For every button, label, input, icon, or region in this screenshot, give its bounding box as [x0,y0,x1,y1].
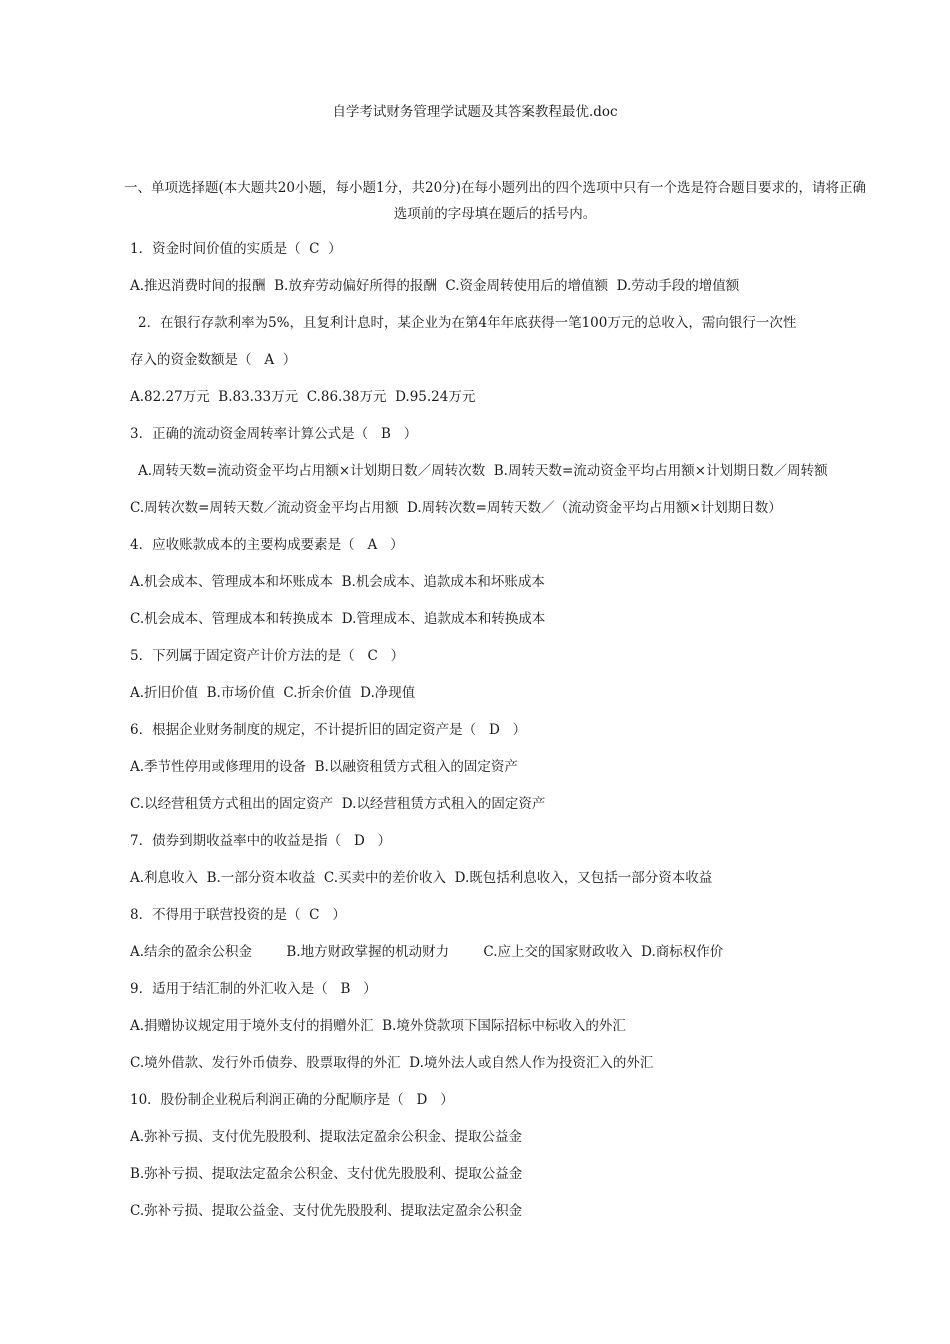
question-10-option-c: C.弥补亏损、提取公益金、支付优先股股利、提取法定盈余公积金 [130,1203,523,1219]
question-2: 2．在银行存款利率为5%，且复利计息时，某企业为在第4年年底获得一笔100万元的总收入，需向银行一次性 [138,315,797,331]
question-3: 3．正确的流动资金周转率计算公式是（ B ） [130,426,418,442]
question-9: 9．适用于结汇制的外汇收入是（ B ） [130,981,377,997]
question-8-options: A.结余的盈余公积金 B.地方财政掌握的机动财力 C.应上交的国家财政收入 D.商标权作价 [130,944,724,960]
question-6-options-cd: C.以经营租赁方式租出的固定资产 D.以经营租赁方式租入的固定资产 [130,796,546,812]
question-7-options: A.利息收入 B.一部分资本收益 C.买卖中的差价收入 D.既包括利息收入，又包括一部分资本收益 [130,870,713,886]
question-10-option-a: A.弥补亏损、支付优先股股利、提取法定盈余公积金、提取公益金 [130,1129,523,1145]
question-5-options: A.折旧价值 B.市场价值 C.折余价值 D.净现值 [130,685,416,701]
question-8: 8．不得用于联营投资的是（ C ） [130,907,346,923]
question-6: 6．根据企业财务制度的规定，不计提折旧的固定资产是（ D ） [130,722,527,738]
question-4-options-cd: C.机会成本、管理成本和转换成本 D.管理成本、追款成本和转换成本 [130,611,546,627]
question-1-options: A.推迟消费时间的报酬 B.放弃劳动偏好所得的报酬 C.资金周转使用后的增值额 D.劳动手段的增值额 [130,278,740,294]
question-1: 1．资金时间价值的实质是（ C ） [130,241,342,257]
question-9-options-cd: C.境外借款、发行外币债券、股票取得的外汇 D.境外法人或自然人作为投资汇入的外汇 [130,1055,654,1071]
section-heading: 一、单项选择题(本大题共20小题，每小题1分，共20分)在每小题列出的四个选项中只有一个选是符合题目要求的，请将正确选项前的字母填在题后的括号内。 [124,180,866,222]
question-3-options-cd: C.周转次数=周转天数／流动资金平均占用额 D.周转次数=周转天数／（流动资金平均占用额×计划期日数） [130,500,782,516]
question-4: 4．应收账款成本的主要构成要素是（ A ） [130,537,404,553]
document-title: 自学考试财务管理学试题及其答案教程最优.doc [332,104,618,120]
question-3-options-ab: A.周转天数=流动资金平均占用额×计划期日数／周转次数 B.周转天数=流动资金平均占用额×计划期日数／周转额 [138,463,828,479]
question-2-options: A.82.27万元 B.83.33万元 C.86.38万元 D.95.24万元 [130,389,476,405]
question-10: 10．股份制企业税后利润正确的分配顺序是（ D ） [130,1092,454,1108]
question-4-options-ab: A.机会成本、管理成本和坏账成本 B.机会成本、追款成本和坏账成本 [130,574,545,590]
question-7: 7．债券到期收益率中的收益是指（ D ） [130,833,392,849]
question-10-option-b: B.弥补亏损、提取法定盈余公积金、支付优先股股利、提取公益金 [130,1166,523,1182]
question-6-options-ab: A.季节性停用或修理用的设备 B.以融资租赁方式租入的固定资产 [130,759,518,775]
question-2-continued: 存入的资金数额是（ A ） [130,352,297,368]
question-5: 5．下列属于固定资产计价方法的是（ C ） [130,648,405,664]
question-9-options-ab: A.捐赠协议规定用于境外支付的捐赠外汇 B.境外贷款项下国际招标中标收入的外汇 [130,1018,626,1034]
